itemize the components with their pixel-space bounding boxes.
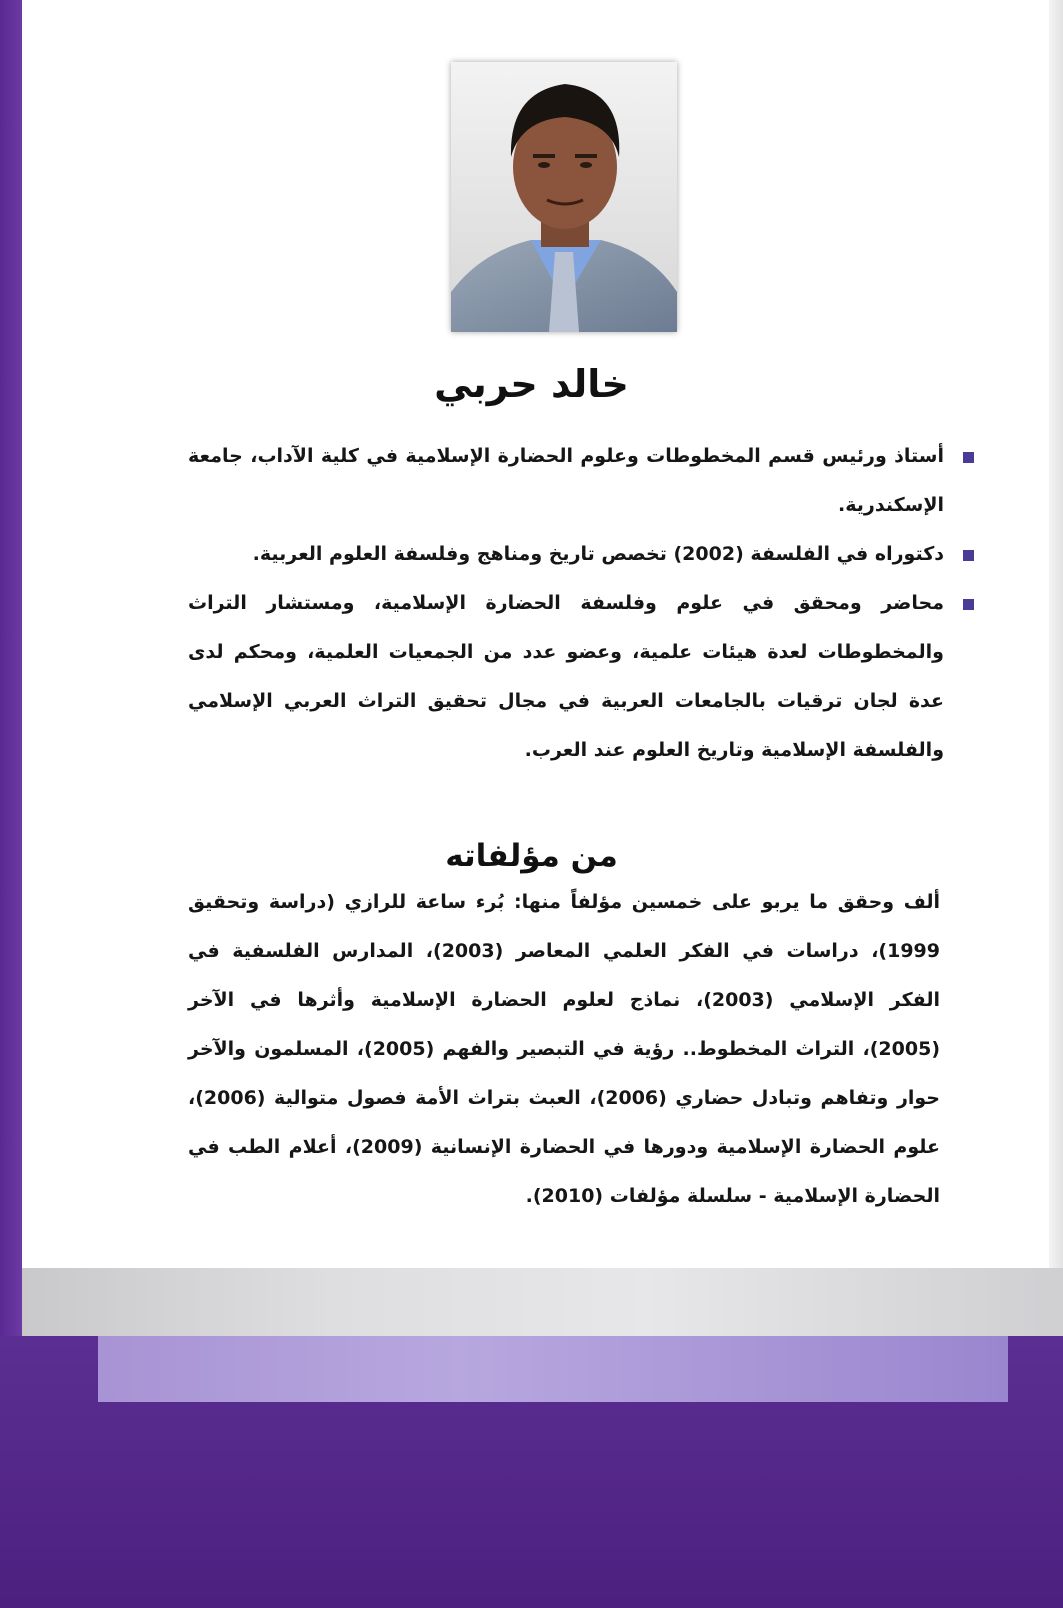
works-text: ألف وحقق ما يربو على خمسين مؤلفاً منها: بُرء ساعة للرازي (دراسة وتحقيق 1999)، دراسات في الفكر العلمي المعاصر (2003)، المدارس الفلسفية في الفكر الإسلامي (2003)، نماذج لعلوم الحضارة الإسلامية وأثرها في الآخر (2005)، التراث المخطوط.. رؤية في التبصير والفهم (2005)، المسلمون والآخر حوار وتفاهم وتبادل حضاري (2006)، العبث بتراث الأمة فصول متوالية (2006)، علوم الحضارة الإسلامية ودورها في الحضارة الإنسانية (2009)، أعلام الطب في الحضارة الإسلامية - سلسلة مؤلفات (2010). xyxy=(188,891,941,1207)
bio-text: محاضر ومحقق في علوم وفلسفة الحضارة الإسلامية، ومستشار التراث والمخطوطات لعدة هيئات علمية، وعضو عدد من الجمعيات العلمية، ومحكم لدى عدة لجان ترقيات بالجامعات العربية في مجال تحقيق التراث العربي الإسلامي والفلسفة الإسلامية وتاريخ العلوم عند العرب. xyxy=(188,592,944,761)
bio-item xyxy=(188,432,988,530)
author-photo xyxy=(451,62,677,332)
square-bullet-icon xyxy=(963,550,974,561)
bio-text: دكتوراه في الفلسفة (2002) تخصص تاريخ ومناهج وفلسفة العلوم العربية. xyxy=(252,543,944,565)
bio-item xyxy=(188,530,988,579)
bio-item xyxy=(188,579,988,775)
page-edge-shadow xyxy=(1049,0,1063,1336)
bio-text: أستاذ ورئيس قسم المخطوطات وعلوم الحضارة الإسلامية في كلية الآداب، جامعة الإسكندرية. xyxy=(188,445,944,516)
author-name: خالد حربي xyxy=(434,362,629,406)
square-bullet-icon xyxy=(963,599,974,610)
lavender-band xyxy=(98,1336,1008,1402)
works-heading: من مؤلفاته xyxy=(445,838,618,874)
grey-footer-band xyxy=(22,1268,1063,1336)
square-bullet-icon xyxy=(963,452,974,463)
author-portrait xyxy=(451,62,677,332)
bio-list xyxy=(188,432,988,775)
